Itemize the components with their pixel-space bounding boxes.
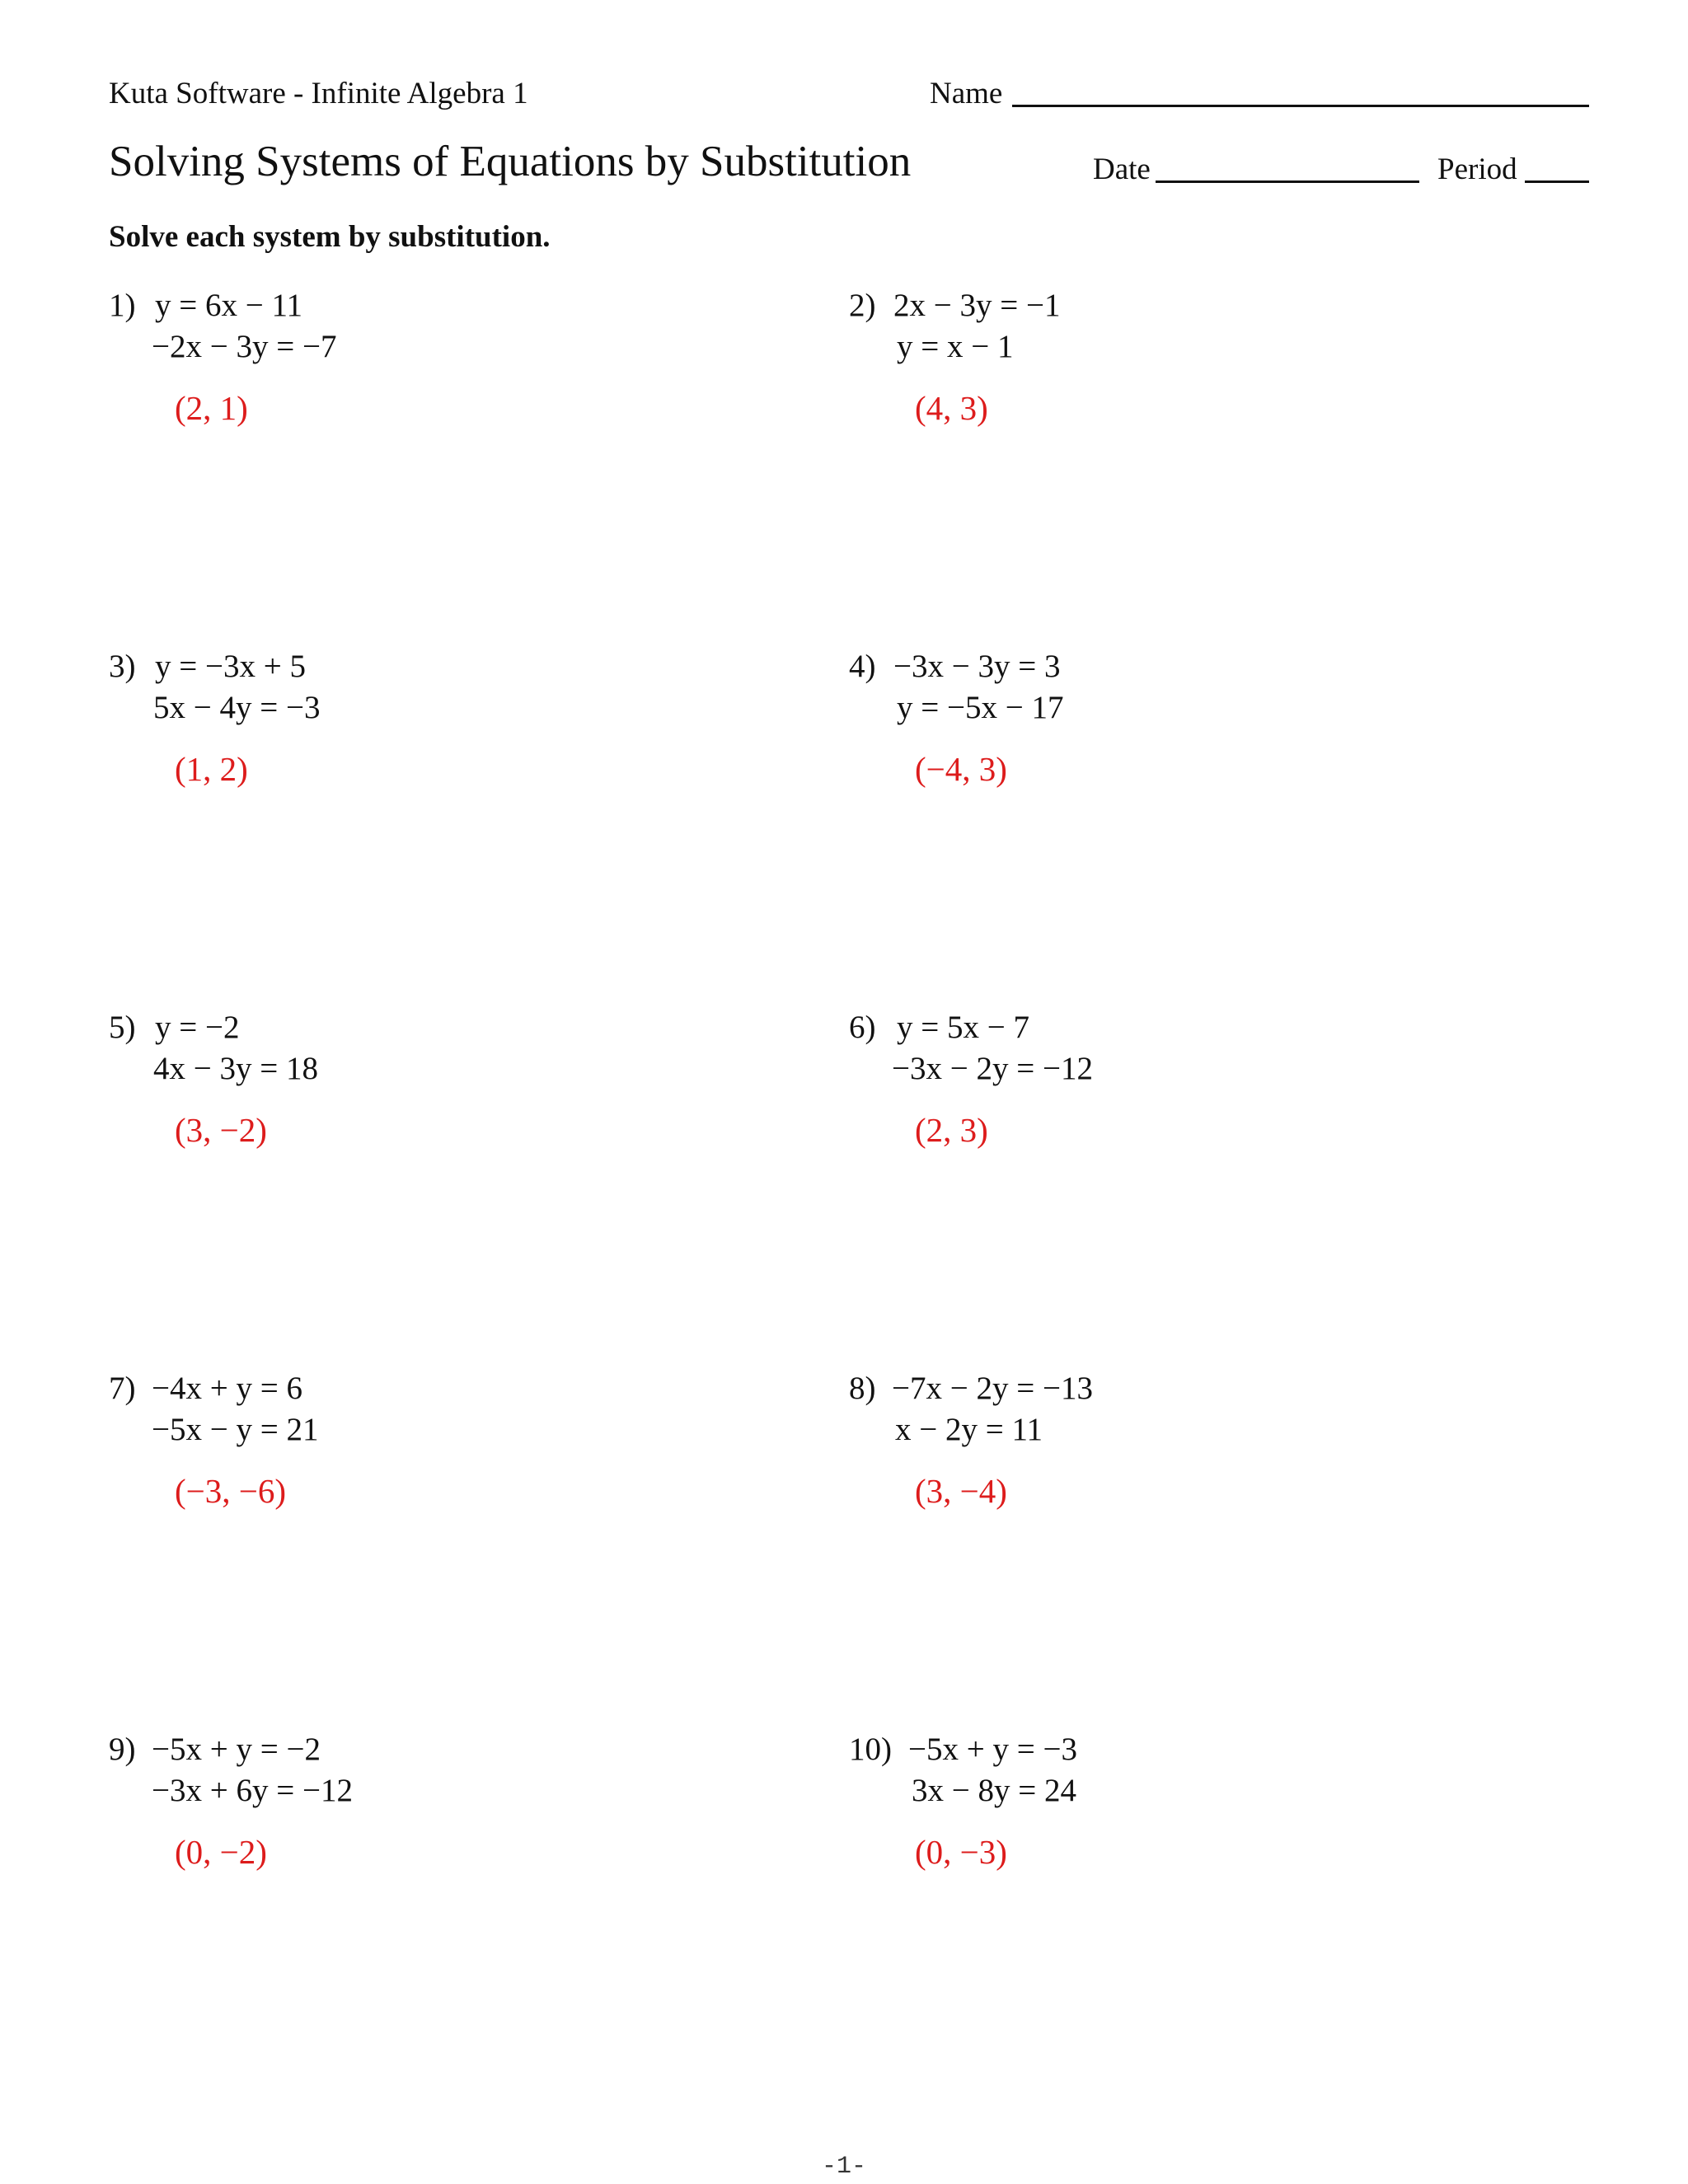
- equation-2: 4x − 3y = 18: [153, 1051, 318, 1086]
- problem-number: 7): [109, 1371, 136, 1406]
- equation-2: 3x − 8y = 24: [912, 1773, 1076, 1808]
- date-label: Date: [1093, 152, 1151, 186]
- equation-2: y = −5x − 17: [897, 690, 1064, 725]
- equation-2: 5x − 4y = −3: [153, 690, 321, 725]
- equation-1: y = −2: [155, 1010, 240, 1045]
- answer: (2, 1): [175, 389, 248, 427]
- problem-number: 4): [849, 649, 876, 684]
- equation-1: 2x − 3y = −1: [893, 288, 1061, 323]
- problem-number: 3): [109, 649, 136, 684]
- publisher-name: Kuta Software - Infinite Algebra 1: [109, 77, 528, 110]
- problem-number: 9): [109, 1732, 136, 1767]
- equation-1: −3x − 3y = 3: [893, 649, 1061, 684]
- equation-1: −5x + y = −3: [908, 1732, 1077, 1767]
- problem-number: 8): [849, 1371, 876, 1406]
- equation-1: −5x + y = −2: [152, 1732, 321, 1767]
- equation-2: −2x − 3y = −7: [152, 329, 337, 364]
- equation-2: x − 2y = 11: [895, 1412, 1043, 1447]
- answer: (−4, 3): [915, 750, 1007, 788]
- equation-2: −5x − y = 21: [152, 1412, 319, 1447]
- answer: (0, −2): [175, 1833, 267, 1871]
- period-label: Period: [1437, 152, 1517, 186]
- worksheet-title: Solving Systems of Equations by Substitution: [109, 138, 912, 185]
- name-label: Name: [930, 77, 1003, 110]
- equation-2: y = x − 1: [897, 329, 1014, 364]
- problem-number: 6): [849, 1010, 876, 1045]
- equation-1: y = −3x + 5: [155, 649, 306, 684]
- answer: (3, −4): [915, 1472, 1007, 1510]
- date-blank-line: [1156, 180, 1419, 183]
- problem-number: 2): [849, 288, 876, 323]
- answer: (1, 2): [175, 750, 248, 788]
- instructions: Solve each system by substitution.: [109, 220, 551, 254]
- equation-1: −4x + y = 6: [152, 1371, 302, 1406]
- name-blank-line: [1012, 105, 1589, 107]
- answer: (0, −3): [915, 1833, 1007, 1871]
- problem-number: 10): [849, 1732, 892, 1767]
- equation-1: y = 6x − 11: [155, 288, 303, 323]
- answer: (3, −2): [175, 1111, 267, 1149]
- answer: (−3, −6): [175, 1472, 287, 1510]
- equation-1: −7x − 2y = −13: [892, 1371, 1093, 1406]
- page-number: -1-: [821, 2153, 866, 2181]
- equation-1: y = 5x − 7: [897, 1010, 1029, 1045]
- period-blank-line: [1525, 180, 1589, 183]
- problem-number: 5): [109, 1010, 136, 1045]
- answer: (2, 3): [915, 1111, 988, 1149]
- equation-2: −3x + 6y = −12: [152, 1773, 353, 1808]
- equation-2: −3x − 2y = −12: [892, 1051, 1093, 1086]
- answer: (4, 3): [915, 389, 988, 427]
- problem-number: 1): [109, 288, 136, 323]
